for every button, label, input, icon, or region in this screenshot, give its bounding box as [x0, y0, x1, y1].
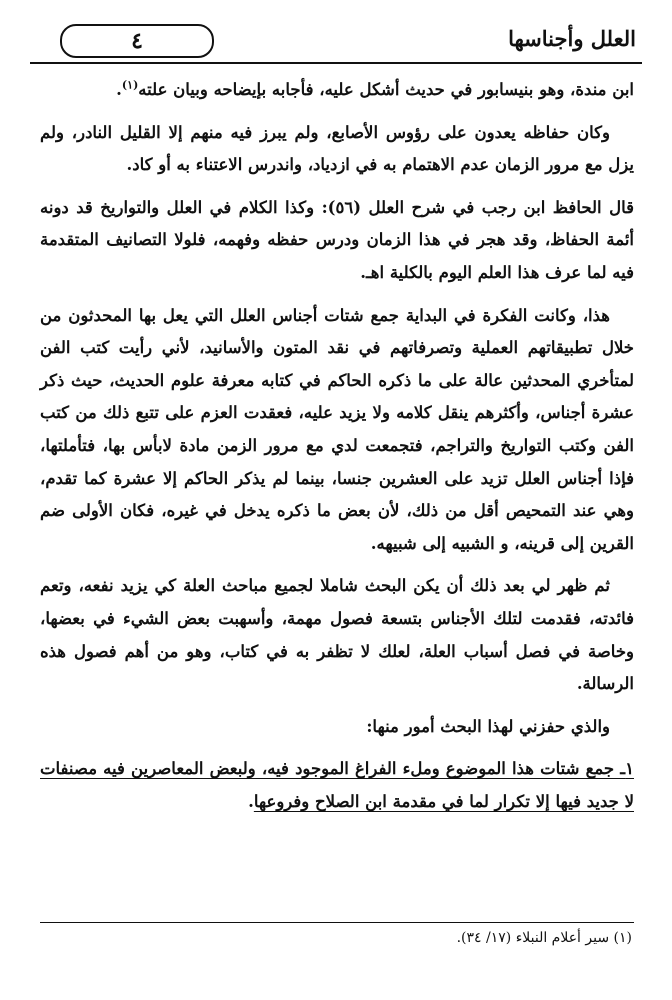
paragraph-1-end: . — [116, 80, 122, 99]
page-number: ٤ — [60, 24, 214, 58]
footnote: (١) سير أعلام النبلاء (١٧/ ٣٤). — [456, 930, 632, 946]
paragraph-7 — [40, 753, 634, 818]
header-rule — [30, 62, 642, 64]
paragraph-6: والذي حفزني لهذا البحث أمور منها: — [366, 716, 610, 736]
body-text — [40, 74, 634, 828]
paragraph-7-text: ١ـ جمع شتات هذا الموضوع وملء الفراغ الموجود فيه، ولبعض المعاصرين فيه مصنفات لا جديد فيها إلا تكرار لما في مقدمة ابن الصلاح وفروعها — [40, 759, 634, 811]
paragraph-5: ثم ظهر لي بعد ذلك أن يكن البحث شاملا لجميع مباحث العلة كي يزيد نفعه، وتعم فائدته، فقدمت لتلك الأجناس بتسعة فصول مهمة، وأسهبت بعض الشيء في بعضها، وخاصة في فصل أسباب العلة، لعلك لا تظفر به في كتاب، وهو من أهم فصول هذه الرسالة. — [40, 576, 634, 694]
paragraph-1-text: ابن مندة، وهو بنيسابور في حديث أشكل عليه، فأجابه بإيضاحه وبيان علته — [138, 80, 634, 99]
footnote-reference: (١) — [121, 78, 139, 92]
paragraph-7-end: . — [248, 791, 254, 811]
paragraph-2: وكان حفاظه يعدون على رؤوس الأصابع، ولم يبرز فيه منهم إلا القليل النادر، ولم يزل مع مرور الزمان عدم الاهتمام به في ازدياد، واندرس الاعتناء به أو كاد. — [40, 122, 634, 175]
paragraph-1 — [40, 74, 634, 107]
running-title: العلل وأجناسها — [508, 26, 636, 51]
page-header — [30, 18, 642, 66]
paragraph-4: هذا، وكانت الفكرة في البداية جمع شتات أجناس العلل التي يعل بها المحدثون من خلال تطبيقاتهم العملية وتصرفاتهم في نقد المتون والأسانيد، لأني رأيت كتب الفن لمتأخري المحدثين عالة على ما ذكره الحاكم في كتابه معرفة علوم الحديث، حيث ذكر عشرة أجناس، وأكثرهم ينقل كلامه ولا يزيد عليه، فعقدت العزم على تتبع ذلك من كتب الفن وكتب التواريخ والتراجم، فتجمعت لدي مع مرور الزمن مادة لابأس بها، فتأملتها، فإذا أجناس العلل تزيد على العشرين جنسا، بينما لم يذكر الحاكم إلا عشرة كما تقدم، وهي عند التمحيص أقل من ذلك، لأن بعض ما ذكره يدخل في غيره، فكان الأولى ضم القرين إلى قرينه، و الشبيه إلى شبيهه. — [40, 305, 634, 553]
paragraph-3: قال الحافظ ابن رجب في شرح العلل (٥٦): وكذا الكلام في العلل والتواريخ قد دونه أئمة الحفاظ، وقد هجر في هذا الزمان ودرس حفظه وفهمه، فلولا التصانيف المتقدمة فيه لما عرف هذا العلم اليوم بالكلية اهـ. — [40, 197, 634, 282]
footnote-separator — [40, 922, 634, 923]
